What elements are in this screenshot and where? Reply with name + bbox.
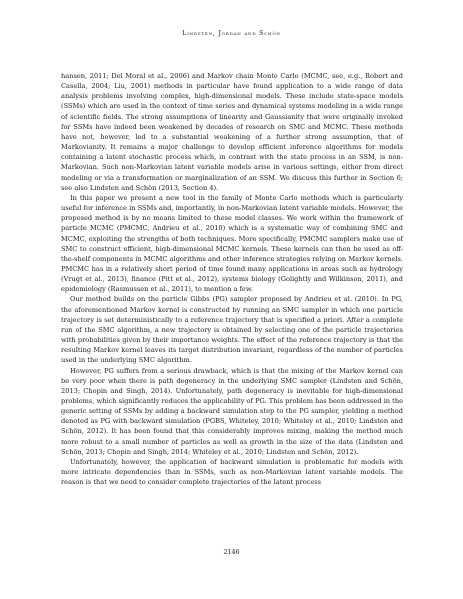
paragraph-3: Our method builds on the particle Gibbs (PG) sampler proposed by Andrieu et al. (2010). In PG, the aforementioned Markov kernel is constructed by running an SMC sampler in which one particle trajectory is set deterministically to a reference trajectory that is specified a priori. After a complete run of the SMC algorithm, a new trajectory is obtained by selecting one of the particle trajectories with probabilities given by their importance weights. The effect of the reference trajectory is that the resulting Markov kernel leaves its target distribution invariant, regardless of the number of particles used in the underlying SMC algorithm. bbox=[61, 295, 403, 365]
running-head: Lindsten, Jordan and Schön bbox=[182, 30, 281, 37]
paragraph-1: hansen, 2011; Del Moral et al., 2006) and Markov chain Monte Carlo (MCMC, see, e.g., Robert and Casella, 2004; Liu, 2001) methods in particular have found application to a wide range of data analysis problems involving complex, high-dimensional models. These include state-space models (SSMs) which are used in the context of time series and dynamical systems modeling in a wide range of scientific fields. The strong assumptions of linearity and Gaussianity that were originally invoked for SSMs have indeed been weakened by decades of research on SMC and MCMC. These methods have not, however, led to a substantial weakening of a further strong assumption, that of Markovianity. It remains a major challenge to develop efficient inference algorithms for models containing a latent stochastic process which, in contrast with the state process in an SSM, is non-Markovian. Such non-Markovian latent variable models arise in various settings, either from direct modeling or via a transformation or marginalization of an SSM. We discuss this further in Section 6; see also Lindsten and Schön (2013, Section 4). bbox=[61, 72, 403, 192]
paragraph-2: In this paper we present a new tool in the family of Monte Carlo methods which is particularly useful for inference in SSMs and, importantly, in non-Markovian latent variable models. However, the proposed method is by no means limited to these model classes. We work within the framework of particle MCMC (PMCMC, Andrieu et al., 2010) which is a systematic way of combining SMC and MCMC, exploiting the strengths of both techniques. More specifically, PMCMC samplers make use of SMC to construct efficient, high-dimensional MCMC kernels. These kernels can then be used as off-the-shelf components in MCMC algorithms and other inference strategies relying on Markov kernels. PMCMC has in a relatively short period of time found many applications in areas such as hydrology (Vrugt et al., 2013), finance (Pitt et al., 2012), systems biology (Golightly and Wilkinson, 2011), and epidemiology (Rasmussen et al., 2011), to mention a few. bbox=[61, 193, 403, 294]
body-text bbox=[61, 71, 403, 487]
paragraph-5: Unfortunately, however, the application of backward simulation is problematic for models with more intricate dependencies than in SSMs, such as non-Markovian latent variable models. The reason is that we need to consider complete trajectories of the latent process bbox=[61, 457, 403, 487]
paragraph-4: However, PG suffers from a serious drawback, which is that the mixing of the Markov kernel can be very poor when there is path degeneracy in the underlying SMC sampler (Lindsten and Schön, 2013; Chopin and Singh, 2014). Unfortunately, path degeneracy is inevitable for high-dimensional problems, which significantly reduces the applicability of PG. This problem has been addressed in the generic setting of SSMs by adding a backward simulation step to the PG sampler, yielding a method denoted as PG with backward simulation (PGBS, Whiteley, 2010; Whiteley et al., 2010; Lindsten and Schön, 2012). It has been found that this considerably improves mixing, making the method much more robust to a small number of particles as well as growth in the size of the data (Lindsten and Schön, 2013; Chopin and Singh, 2014; Whiteley et al., 2010; Lindsten and Schön, 2012). bbox=[61, 366, 403, 456]
page-number: 2146 bbox=[223, 548, 240, 556]
